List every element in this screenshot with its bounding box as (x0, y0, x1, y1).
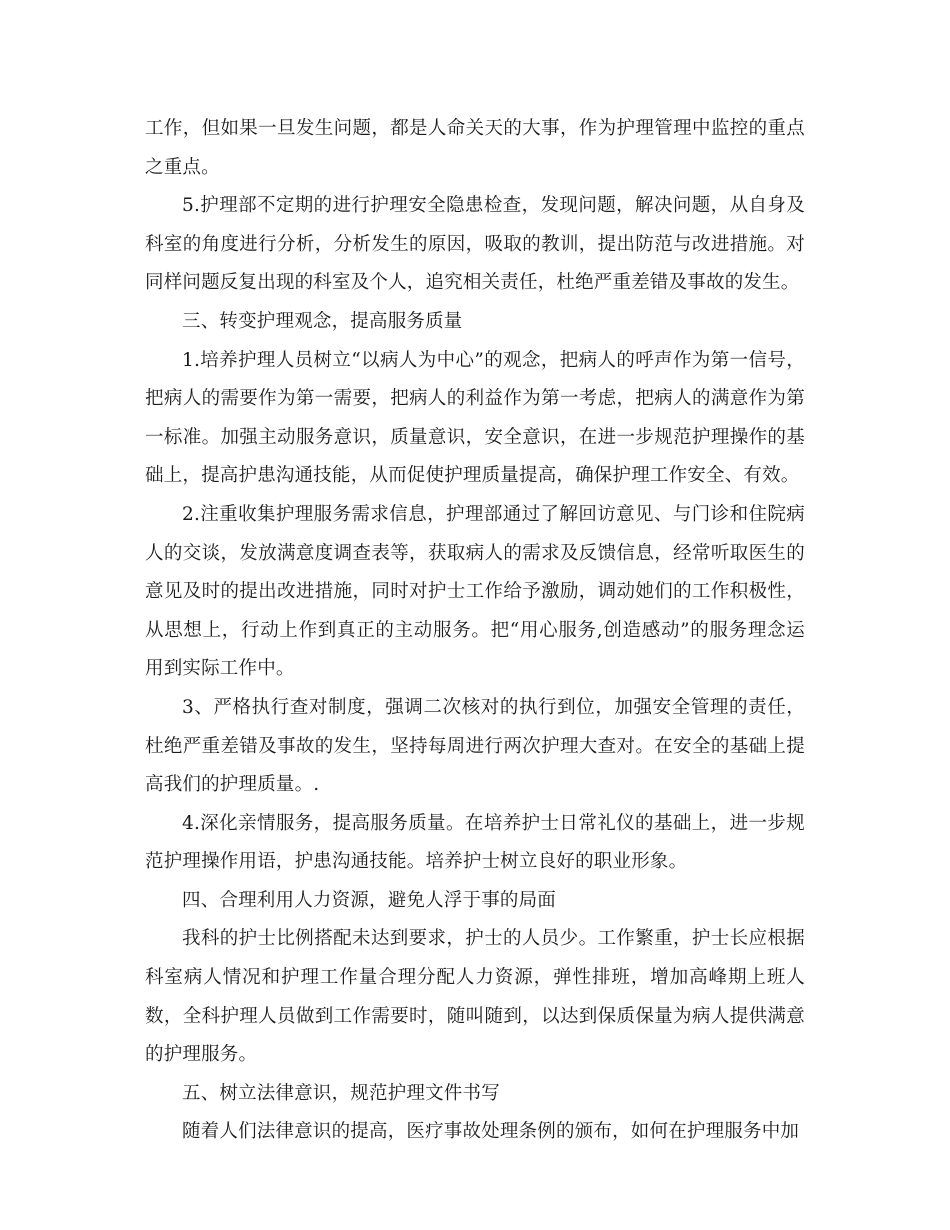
paragraph-continuation: 工作，但如果一旦发生问题，都是人命关天的大事，作为护理管理中监控的重点之重点。 (145, 118, 805, 178)
section-heading-3: 三、转变护理观念，提高服务质量 (182, 310, 463, 332)
paragraph-item-2: 2.注重收集护理服务需求信息，护理部通过了解回访意见、与门诊和住院病人的交谈，发放满意度调查表等，获取病人的需求及反馈信息，经常听取医生的意见及时的提出改进措施，同时对护士工作给予激励，调动她们的工作积极性，从思想上，行动上作到真正的主动服务。把“用心服务,创造感动”的服务理念运用到实际工作中。 (145, 503, 805, 680)
section-heading-5: 五、树立法律意识，规范护理文件书写 (182, 1082, 500, 1104)
paragraph-staffing: 我科的护士比例搭配未达到要求，护士的人员少。工作繁重，护士长应根据科室病人情况和护理工作量合理分配人力资源，弹性排班，增加高峰期上班人数，全科护理人员做到工作需要时，随叫随到，以达到保质保量为病人提供满意的护理服务。 (145, 928, 805, 1066)
section-heading-4: 四、合理利用人力资源，避免人浮于事的局面 (182, 889, 557, 911)
paragraph-legal: 随着人们法律意识的提高，医疗事故处理条例的颁布，如何在护理服务中加 (182, 1121, 800, 1143)
paragraph-item-4: 4.深化亲情服务，提高服务质量。在培养护士日常礼仪的基础上，进一步规范护理操作用语，护患沟通技能。培养护士树立良好的职业形象。 (145, 812, 805, 873)
paragraph-item-1: 1.培养护理人员树立“以病人为中心”的观念，把病人的呼声作为第一信号，把病人的需要作为第一需要，把病人的利益作为第一考虑，把病人的满意作为第一标准。加强主动服务意识，质量意识，安全意识，在进一步规范护理操作的基础上，提高护患沟通技能，从而促使护理质量提高，确保护理工作安全、有效。 (145, 349, 805, 487)
document-page (145, 110, 805, 1152)
paragraph-item-5: 5.护理部不定期的进行护理安全隐患检查，发现问题，解决问题，从自身及科室的角度进行分析，分析发生的原因，吸取的教训，提出防范与改进措施。对同样问题反复出现的科室及个人，追究相关责任，杜绝严重差错及事故的发生。 (145, 195, 805, 294)
paragraph-item-3: 3、严格执行查对制度，强调二次核对的执行到位，加强安全管理的责任，杜绝严重差错及事故的发生，坚持每周进行两次护理大查对。在安全的基础上提高我们的护理质量。. (145, 696, 805, 796)
